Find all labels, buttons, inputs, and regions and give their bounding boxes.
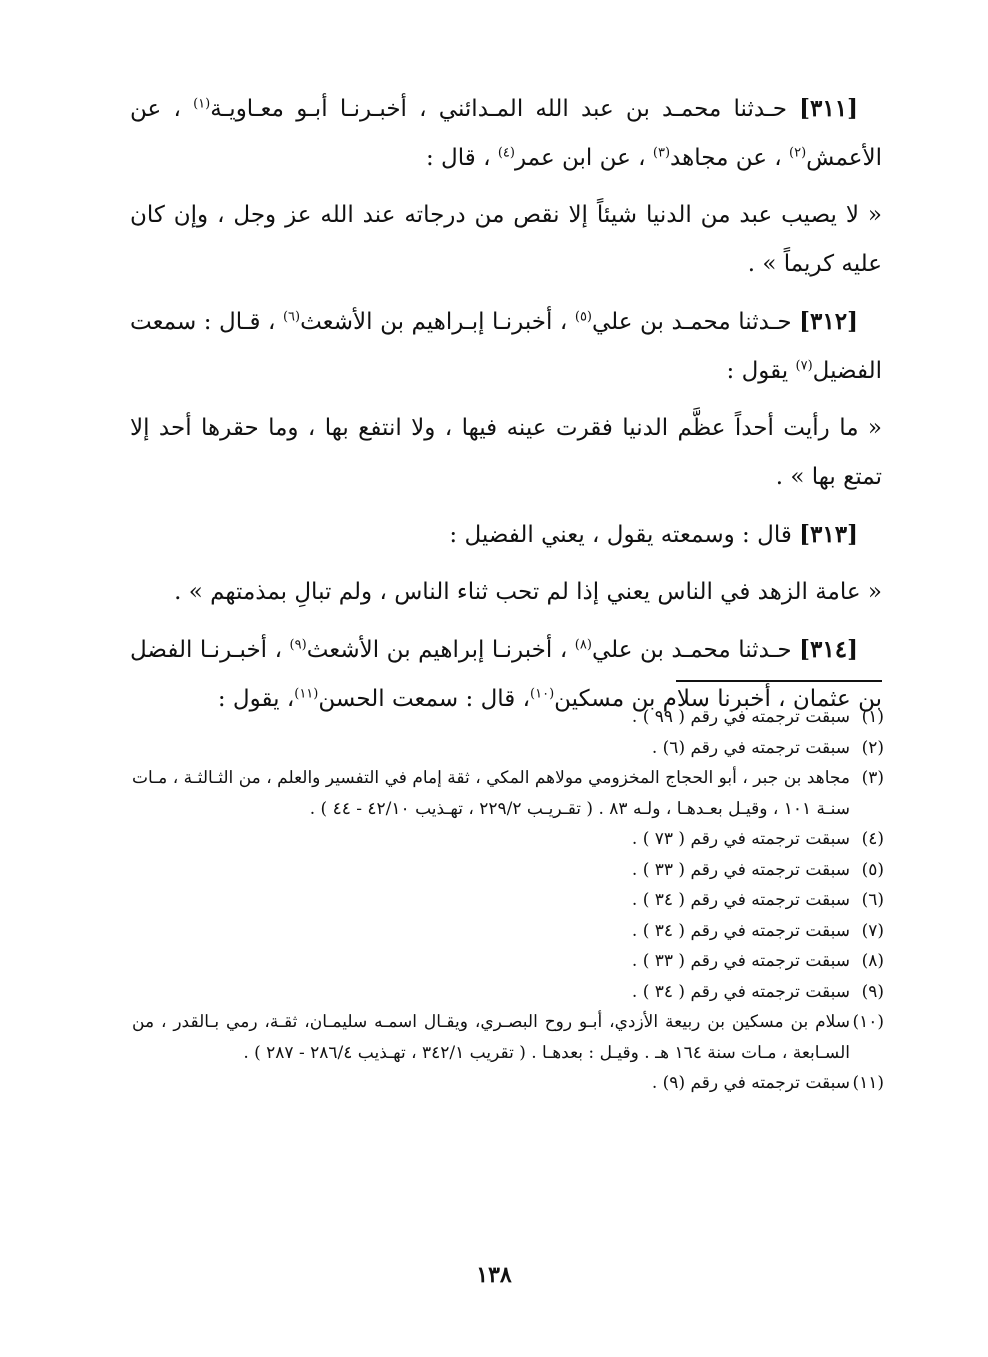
footnote-item [132,885,884,916]
hadith-number: [٣١٣] [799,521,858,548]
paragraph-text: ، أخبـرنـا الفضل بن عثمان ، أخبرنا سلام بن مسكين [130,637,882,712]
hadith-number: [٣١٤] [799,636,858,663]
paragraph-313 [130,510,882,560]
footnote-text: سبقت ترجمته في رقم ( ٩٩ ) . [631,707,850,727]
footnote-item [132,763,884,824]
footnote-marker: (٩) [861,981,884,1002]
footnote-item [132,916,884,947]
footnote-marker: (١١) [852,1073,884,1093]
footnote-text: سبقت ترجمته في رقم ( ٧٣ ) . [631,829,850,849]
footnote-ref[interactable]: (٢) [789,145,807,161]
paragraph-text: يقول : [726,358,796,384]
footnote-text: سلام بن مسكين بن ربيعة الأزدي، أبـو روح البصـري، ويقـال اسمـه سليمـان، ثقـة، رمي بـالقدر ، من السـابعة ، مـات سنة ١٦٤ هـ . وقيـل : بعدهـا . ( تقريب ٣٤٢/١ ، تهـذيب ٢٨٦/٤ - ٢٨٧ ) . [132,1012,850,1063]
footnote-text: سبقت ترجمته في رقم ( ٣٤ ) . [631,981,850,1002]
footnote-marker: (١) [861,707,884,727]
paragraph-text: ، عن ابن عمر [514,145,653,171]
quote-312: « ما رأيت أحداً عظَّم الدنيا فقرت عينه فيها ، ولا انتفع بها ، وما حقرها أحد إلا تمتع بها » . [130,415,882,490]
footnote-marker: (٢) [861,737,884,758]
footnote-item [132,977,884,1008]
footnote-ref[interactable]: (٦) [282,309,301,325]
paragraph-text: ، قال : سمعت الحسن [318,686,531,712]
footnote-text: سبقت ترجمته في رقم (٩) . [651,1073,850,1093]
footnote-marker: (٦) [861,890,884,910]
footnote-marker: (٤) [861,829,884,849]
main-text [130,84,882,732]
paragraph-311 [130,84,882,183]
footnote-marker: (٥) [861,859,884,880]
footnote-text: سبقت ترجمته في رقم ( ٣٤ ) . [631,890,850,910]
paragraph-text: حـدثنا محمـد بن عبد الله المـدائني ، أخبـرنـا أبـو معـاويـة [210,96,800,122]
hadith-number: [٣١١] [799,95,858,122]
footnote-text: سبقت ترجمته في رقم (٦) . [651,737,850,758]
footnote-item [132,702,884,733]
footnote-marker: (١٠) [852,1012,884,1032]
footnote-ref[interactable]: (١١) [294,686,319,702]
quote-311: « لا يصيب عبد من الدنيا شيئاً إلا نقص من درجاته عند الله عز وجل ، وإن كان عليه كريماً » . [130,202,882,277]
footnote-item [132,946,884,977]
footnote-ref[interactable]: (٧) [795,358,813,374]
footnote-item [132,1007,884,1068]
footnote-ref[interactable]: (١٠) [530,686,555,702]
footnote-ref[interactable]: (٩) [289,637,307,653]
footnote-text: سبقت ترجمته في رقم ( ٣٣ ) . [631,859,850,880]
footnote-ref[interactable]: (١) [193,96,211,112]
footnote-text: سبقت ترجمته في رقم ( ٣٤ ) . [631,920,850,941]
hadith-number: [٣١٢] [799,308,858,335]
footnote-ref[interactable]: (٨) [574,637,592,653]
paragraph-text: ، قـال : سمعت الفضيل [130,309,882,384]
footnote-ref[interactable]: (٣) [652,145,671,161]
quote-313: « عامة الزهد في الناس يعني إذا لم تحب ثناء الناس ، ولم تبالِ بمذمتهم » . [174,579,882,605]
paragraph-text: ، قال : [426,145,498,171]
paragraph-text: ، أخبرنـا إبـراهيم بن الأشعث [300,309,575,335]
footnote-text: مجاهد بن جبر ، أبو الحجاج المخزومي مولاهم المكي ، ثقة إمام في التفسير والعلم ، من الثـالثـة ، مـات سنـة ١٠١ ، وقيـل بعـدهـا ، ولـه ٨٣ . ( تقـريـب ٢٢٩/٢ ، تهـذيب ٤٢/١٠ - ٤٤ ) . [132,768,850,819]
footnote-ref[interactable]: (٤) [497,145,515,161]
paragraph-text: حـدثنا محمـد بن علي [592,309,800,335]
footnote-ref[interactable]: (٥) [574,309,592,325]
footnote-marker: (٧) [861,920,884,941]
footnote-divider [676,680,882,682]
footnote-item [132,824,884,855]
footnote-marker: (٣) [861,768,884,788]
footnotes [132,702,884,1099]
footnote-text: سبقت ترجمته في رقم ( ٣٣ ) . [631,951,850,971]
footnote-item [132,733,884,764]
paragraph-text: ، عن مجاهد [670,145,789,171]
footnote-marker: (٨) [861,951,884,971]
paragraph-text: قال : وسمعته يقول ، يعني الفضيل : [449,522,800,548]
footnote-item [132,855,884,886]
paragraph-text: ، يقول : [217,686,295,712]
paragraph-text: حـدثنا محمـد بن علي [591,637,800,663]
footnote-item [132,1068,884,1099]
paragraph-text: ، عن الأعمش [130,96,882,171]
paragraph-312 [130,297,882,396]
paragraph-text: ، أخبرنـا إبراهيم بن الأشعث [306,637,575,663]
page-number: ١٣٨ [476,1262,512,1288]
